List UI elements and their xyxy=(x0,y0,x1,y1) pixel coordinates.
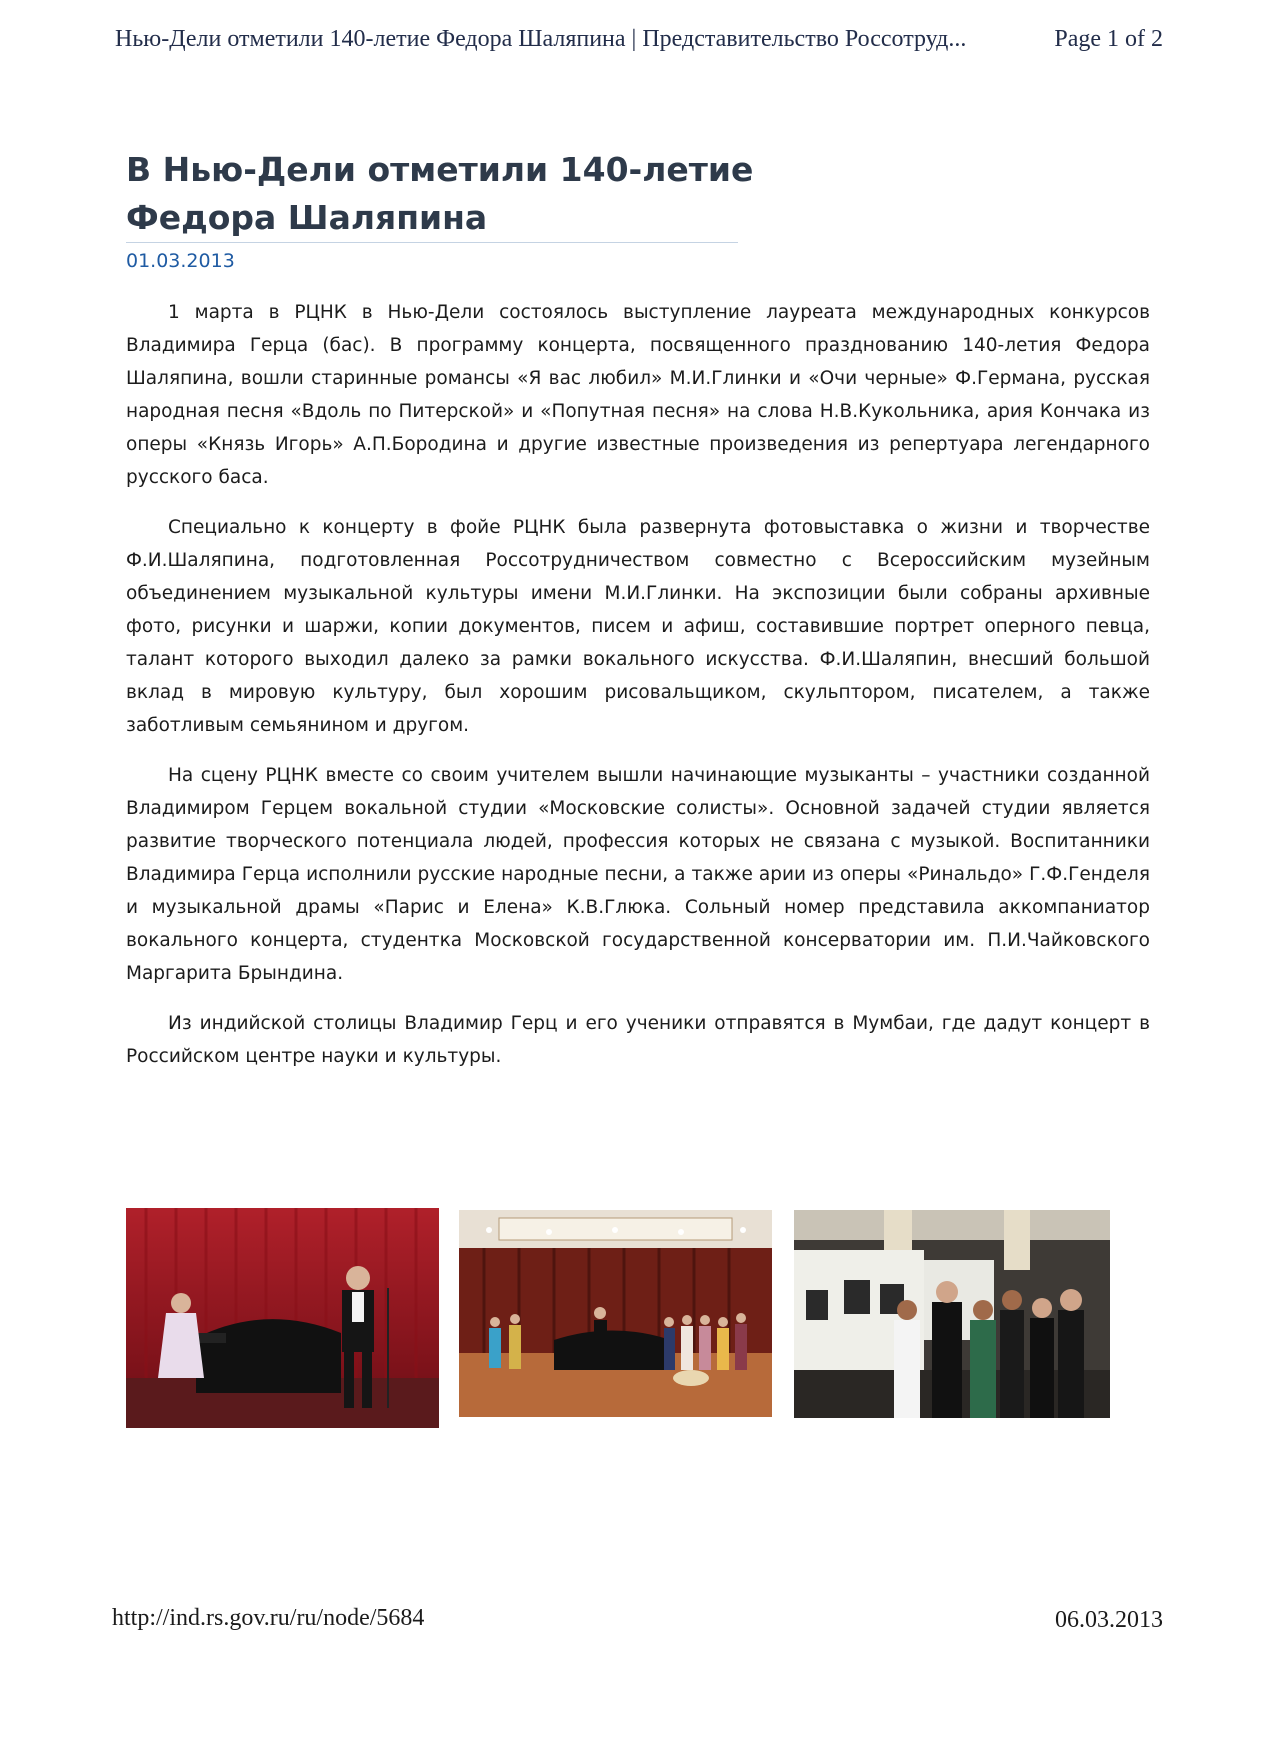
print-footer-url: http://ind.rs.gov.ru/ru/node/5684 xyxy=(112,1605,425,1631)
article-paragraph: Из индийской столицы Владимир Герц и его ученики отправятся в Мумбаи, где дадут концерт в Российском центре науки и культуры. xyxy=(126,1013,1150,1067)
article-paragraph: 1 марта в РЦНК в Нью-Дели состоялось выступление лауреата международных конкурсов Владимира Герца (бас). В программу концерта, посвященного празднованию 140-летия Федора Шаляпина, вошли старинные романсы «Я вас любил» М.И.Глинки и «Очи черные» Ф.Германа, русская народная песня «Вдоль по Питерской» и «Попутная песня» на слова Н.В.Кукольника, ария Кончака из оперы «Князь Игорь» А.П.Бородина и другие известные произведения из репертуара легендарного русского баса. xyxy=(126,302,1150,488)
article-body xyxy=(126,296,1150,1090)
article-date: 01.03.2013 xyxy=(126,250,235,272)
print-header-page-number: Page 1 of 2 xyxy=(1054,26,1163,52)
article-paragraph: Специально к концерту в фойе РЦНК была развернута фотовыставка о жизни и творчестве Ф.И.Шаляпина, подготовленная Россотрудничеством совместно с Всероссийским музейным объединением музыкальной культуры имени М.И.Глинки. На экспозиции были собраны архивные фото, рисунки и шаржи, копии документов, писем и афиш, составившие портрет оперного певца, талант которого выходил далеко за рамки вокального искусства. Ф.И.Шаляпин, внесший большой вклад в мировую культуру, был хорошим рисовальщиком, скульптором, писателем, а также заботливым семьянином и другом. xyxy=(126,517,1150,736)
article-title-line-1: В Нью-Дели отметили 140-летие xyxy=(126,150,754,189)
title-divider xyxy=(126,242,738,243)
print-footer-date: 06.03.2013 xyxy=(1055,1607,1163,1633)
exhibition-group-photo xyxy=(794,1210,1110,1418)
article-title xyxy=(126,146,766,242)
print-header-title: Нью-Дели отметили 140-летие Федора Шаляпина | Представительство Россотруд... xyxy=(115,26,967,52)
singer-with-pianist-photo xyxy=(126,1208,439,1428)
stage-ensemble-photo xyxy=(459,1210,772,1417)
article-paragraph: На сцену РЦНК вместе со своим учителем вышли начинающие музыканты – участники созданной Владимиром Герцем вокальной студии «Московские солисты». Основной задачей студии является развитие творческого потенциала людей, профессия которых не связана с музыкой. Воспитанники Владимира Герца исполнили русские народные песни, а также арии из оперы «Ринальдо» Г.Ф.Генделя и музыкальной драмы «Парис и Елена» К.В.Глюка. Сольный номер представила аккомпаниатор вокального концерта, студентка Московской государственной консерватории им. П.И.Чайковского Маргарита Брындина. xyxy=(126,765,1150,984)
article-title-line-2: Федора Шаляпина xyxy=(126,198,488,237)
